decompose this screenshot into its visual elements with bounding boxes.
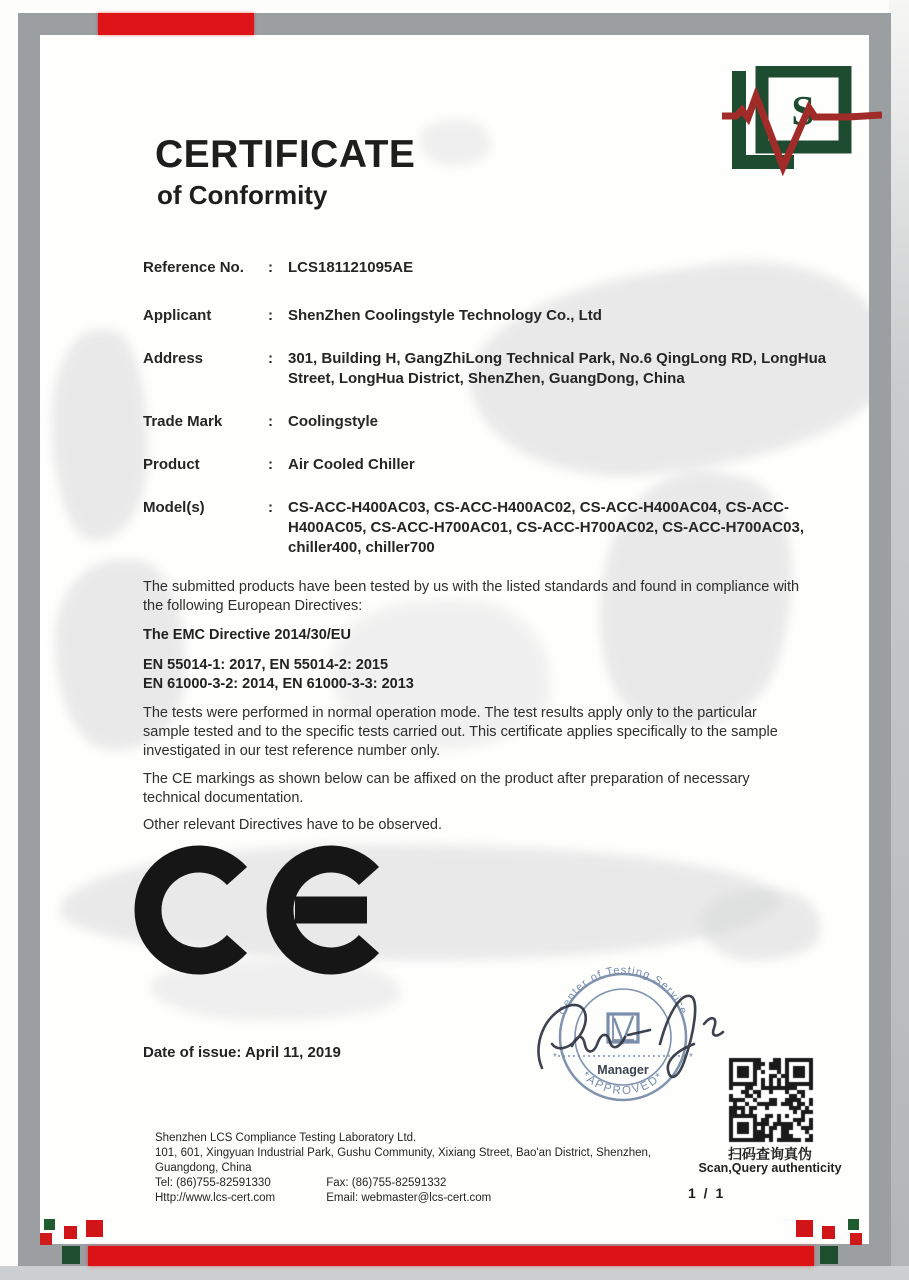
field-value: Coolingstyle xyxy=(288,413,379,430)
field-value: 301, Building H, GangZhiLong Technical Park, No.6 QingLong RD, LongHua Street, LongHua District, ShenZhen, GuangDong, China xyxy=(288,350,827,387)
footer-tel: Tel: (86)755-82591330 xyxy=(155,1177,271,1189)
approval-stamp-graphic xyxy=(528,950,743,1128)
field-label: Address xyxy=(143,350,204,367)
stamp-ring-text: Center of Testing Service xyxy=(556,964,690,1017)
qr-caption-chinese: 扫码查询真伪 xyxy=(728,1146,812,1162)
other-directives-paragraph: Other relevant Directives have to be observed. xyxy=(143,817,443,833)
field-label: Applicant xyxy=(143,307,212,324)
ce-note-paragraph: The CE markings as shown below can be affixed on the product after preparation of necessary technical documentation. xyxy=(143,771,750,806)
field-colon: : xyxy=(268,307,273,324)
field-colon: : xyxy=(268,499,273,516)
standards-line-2: EN 61000-3-2: 2014, EN 61000-3-3: 2013 xyxy=(143,676,414,692)
qr-code-canvas xyxy=(727,1056,815,1144)
field-colon: : xyxy=(268,259,273,276)
field-value: Air Cooled Chiller xyxy=(288,456,415,473)
field-value: LCS181121095AE xyxy=(288,259,414,276)
footer-email: Email: webmaster@lcs-cert.com xyxy=(326,1192,492,1204)
footer-web-email xyxy=(155,1191,651,1206)
footer-tel-fax xyxy=(155,1176,651,1191)
footer-web: Http://www.lcs-cert.com xyxy=(155,1192,276,1204)
field-value: ShenZhen Coolingstyle Technology Co., Ltd xyxy=(288,307,602,324)
svg-text:*: * xyxy=(689,1052,693,1063)
field-label: Product xyxy=(143,456,200,473)
field-row-reference xyxy=(143,258,828,278)
field-row-applicant xyxy=(143,306,828,326)
field-value: CS-ACC-H400AC03, CS-ACC-H400AC02, CS-ACC-H400AC04, CS-ACC-H400AC05, CS-ACC-H700AC01, CS-ACC-H700AC02, CS-ACC-H700AC03, chiller400, chiller700 xyxy=(288,499,804,556)
date-of-issue: Date of issue: April 11, 2019 xyxy=(143,1044,341,1061)
stamp-approved-text: *APPROVED* xyxy=(579,1069,667,1098)
stamp-role-text: Manager xyxy=(597,1063,649,1077)
page-subtitle: of Conformity xyxy=(157,180,328,210)
field-row-product xyxy=(143,455,828,475)
field-row-models xyxy=(143,498,828,558)
tests-note-paragraph: The tests were performed in normal operation mode. The test results apply only to the particular sample tested and to the specific tests carried out. This certificate applies specifically to the sample investigated in our test reference number only. xyxy=(143,705,778,759)
stamp-center-logo xyxy=(608,1014,638,1042)
field-colon: : xyxy=(268,456,273,473)
ce-marking xyxy=(133,843,403,979)
qr-code xyxy=(727,1056,815,1144)
lcs-logo xyxy=(722,66,882,178)
field-label: Model(s) xyxy=(143,499,205,516)
page-title: CERTIFICATE xyxy=(155,133,416,176)
standards-line-1: EN 55014-1: 2017, EN 55014-2: 2015 xyxy=(143,657,389,673)
field-row-address xyxy=(143,349,828,389)
logo-letter-s: S xyxy=(791,89,815,135)
footer-address-1: 101, 601, Xingyuan Industrial Park, Gushu Community, Xixiang Street, Bao'an District, Shenzhen, xyxy=(155,1147,652,1159)
qr-caption-english: Scan,Query authenticity xyxy=(698,1161,842,1175)
svg-text:Center of Testing Service xyxy=(557,964,690,1016)
directive-heading: The EMC Directive 2014/30/EU xyxy=(143,627,351,643)
footer-fax: Fax: (86)755-82591332 xyxy=(326,1177,447,1189)
field-label: Reference No. xyxy=(143,259,244,276)
svg-text:*: * xyxy=(553,1052,557,1063)
intro-paragraph: The submitted products have been tested by us with the listed standards and found in compliance with the following European Directives: xyxy=(143,579,800,614)
field-label: Trade Mark xyxy=(143,413,223,430)
ce-marking-graphic xyxy=(133,843,403,979)
footer-company: Shenzhen LCS Compliance Testing Laboratory Ltd. xyxy=(155,1132,417,1144)
lcs-logo-graphic xyxy=(722,66,882,178)
page-number: 1 / 1 xyxy=(688,1185,726,1201)
footer-block xyxy=(155,1131,651,1206)
footer-address-2: Guangdong, China xyxy=(155,1162,252,1174)
field-colon: : xyxy=(268,413,273,430)
field-colon: : xyxy=(268,350,273,367)
approval-stamp xyxy=(528,950,743,1128)
field-row-trademark xyxy=(143,412,828,432)
